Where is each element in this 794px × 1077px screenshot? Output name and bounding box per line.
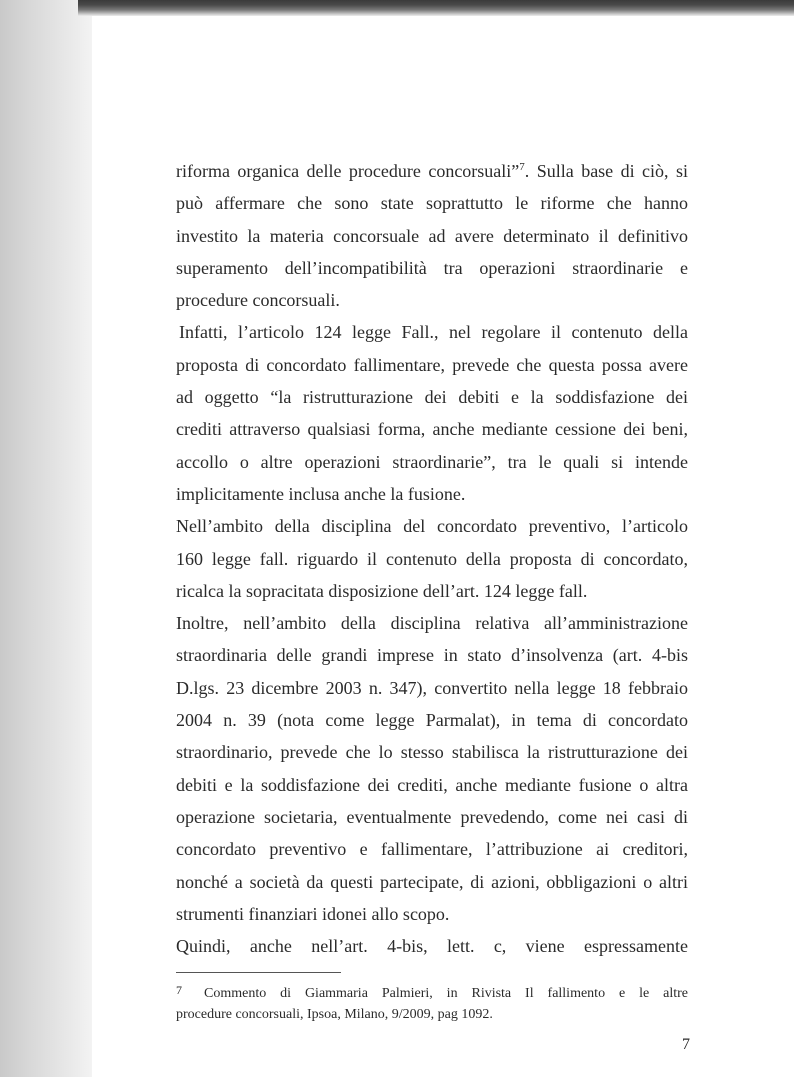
footnote-line: procedure concorsuali, Ipsoa, Milano, 9/2009, pag 1092. (176, 1007, 493, 1022)
footnote-marker: 7 (176, 983, 182, 997)
text-line: nonché a società da questi partecipate, di azioni, obbligazioni o altri (176, 871, 688, 892)
footnote-reference: 7 (519, 161, 525, 173)
scan-page-edge-left (0, 0, 92, 1077)
page-number: 7 (682, 1036, 690, 1053)
text-line: Quindi, anche nell’art. 4-bis, lett. c, viene espressamente (176, 936, 688, 957)
text-line: accollo o altre operazioni straordinarie”, tra le quali si intende (176, 451, 688, 472)
text-line: straordinaria delle grandi imprese in stato d’insolvenza (art. 4-bis (176, 645, 688, 666)
text-line: implicitamente inclusa anche la fusione. (176, 483, 466, 504)
text-line: strumenti finanziari idonei allo scopo. (176, 903, 450, 924)
scan-page-edge-top (78, 0, 794, 16)
footnote-line: 7 Commento di Giammaria Palmieri, in Rivista Il fallimento e le altre (176, 980, 688, 1004)
text-line: può affermare che sono state soprattutto le riforme che hanno (176, 193, 688, 214)
text-line: Inoltre, nell’ambito della disciplina relativa all’amministrazione (176, 613, 688, 634)
text-line: investito la materia concorsuale ad avere determinato il definitivo (176, 225, 688, 246)
text-line: ricalca la sopracitata disposizione dell’art. 124 legge fall. (176, 580, 588, 601)
text-line: 160 legge fall. riguardo il contenuto della proposta di concordato, (176, 548, 688, 569)
text-line: 2004 n. 39 (nota come legge Parmalat), in tema di concordato (176, 710, 688, 731)
document-page (92, 16, 794, 1077)
text-line: debiti e la soddisfazione dei crediti, anche mediante fusione o altra (176, 774, 688, 795)
text-line: Nell’ambito della disciplina del concordato preventivo, l’articolo (176, 516, 688, 537)
text-line: riforma organica delle procedure concorsuali”$^7$. Sulla base di ciò, si (176, 161, 689, 181)
text-line: ad oggetto “la ristrutturazione dei debiti e la soddisfazione dei (176, 387, 688, 408)
text-line: operazione societaria, eventualmente prevedendo, come nei casi di (176, 806, 688, 827)
text-line: straordinario, prevede che lo stesso stabilisca la ristrutturazione dei (176, 742, 688, 763)
text-line: superamento dell’incompatibilità tra operazioni straordinarie e (176, 257, 688, 278)
body-text (176, 155, 688, 962)
text-line: proposta di concordato fallimentare, prevede che questa possa avere (176, 354, 688, 375)
text-line: Infatti, l’articolo 124 legge Fall., nel regolare il contenuto della (179, 322, 688, 343)
text-line: concordato preventivo e fallimentare, l’attribuzione ai creditori, (176, 839, 688, 860)
text-line: crediti attraverso qualsiasi forma, anche mediante cessione dei beni, (176, 419, 688, 440)
text-line: procedure concorsuali. (176, 290, 340, 311)
footnote (176, 980, 688, 1025)
footnote-separator (176, 972, 341, 973)
text-line: D.lgs. 23 dicembre 2003 n. 347), convertito nella legge 18 febbraio (176, 677, 688, 698)
